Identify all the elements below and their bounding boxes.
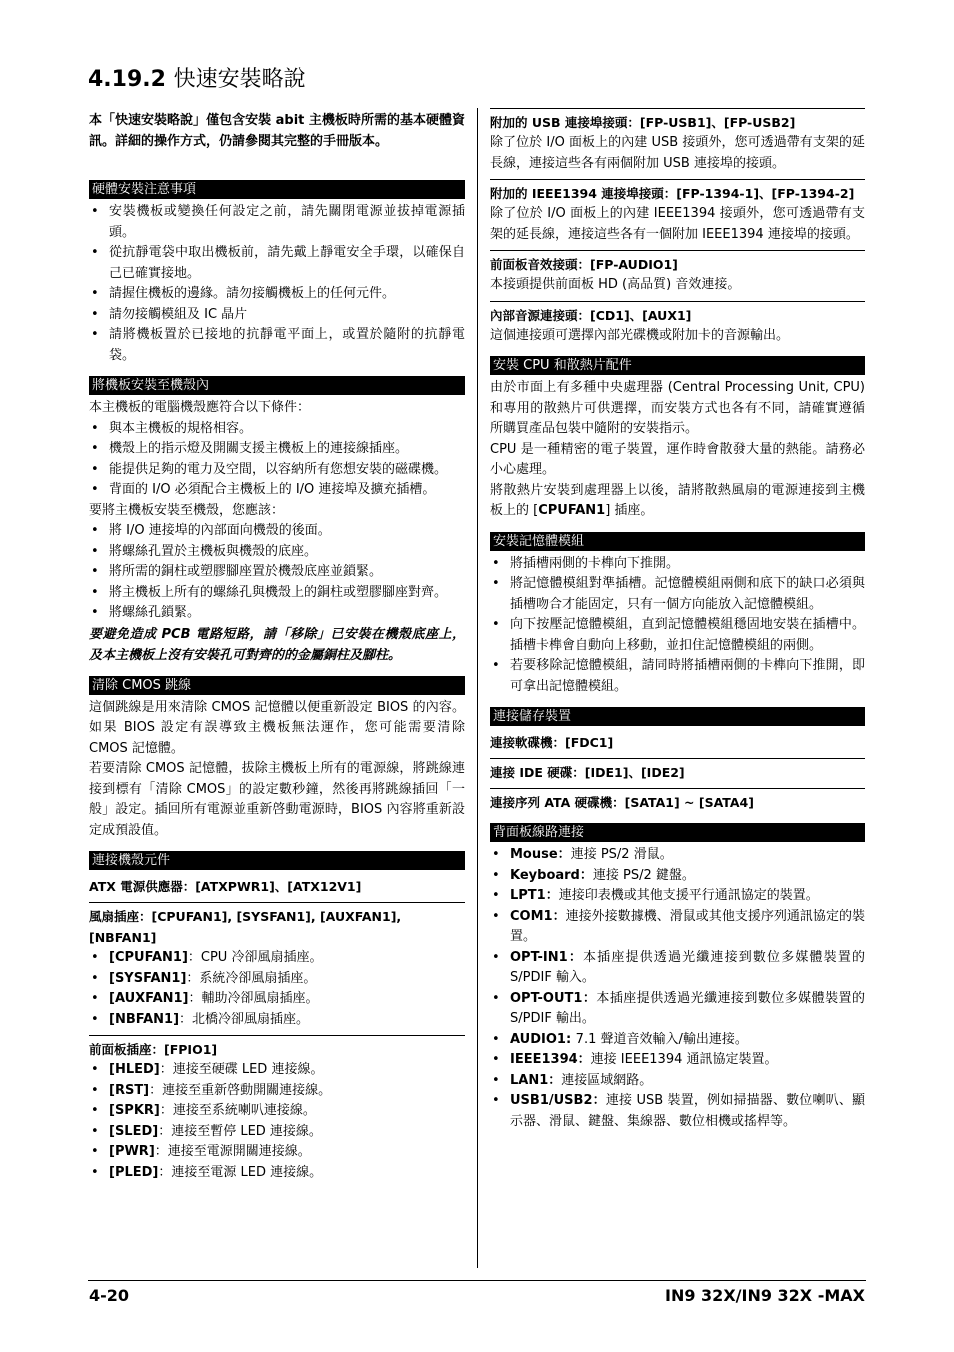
atx-title: ATX 電源供應器：[ATXPWR1]、[ATX12V1]	[89, 879, 362, 894]
page-title	[88, 62, 306, 93]
audio-title: 前面板音效接頭：[FP-AUDIO1]	[490, 250, 865, 275]
section-header-hardware: 硬體安裝注意事項	[89, 180, 465, 199]
list-item: • [RST]：連接至重新啓動開關連接線。	[89, 1081, 465, 1102]
cd-text: 這個連接頭可選擇內部光碟機或附加卡的音源輸出。	[490, 327, 790, 343]
cpu-paragraph-2: CPU 是一種精密的電子裝置，運作時會散發大量的熱能。請務必小心處理。	[490, 441, 865, 477]
cpu-paragraph-3: 將散熱片安裝到處理器上以後，請將散熱風扇的電源連接到主機板上的 [CPUFAN1] 插座。	[490, 482, 865, 518]
fan-list	[89, 948, 465, 1030]
ieee-text: 除了位於 I/O 面板上的內建 IEEE1394 接頭外，您可透過帶有支架的延長線，連接這些各有一個附加 IEEE1394 連接埠的接頭。	[490, 206, 865, 242]
list-item: • 向下按壓記憶體模組，直到記憶體模組穩固地安裝在插槽中。插槽卡榫會自動向上移動，並扣住記憶體模組的兩側。	[490, 615, 865, 656]
list-item: • LPT1：連接印表機或其他支援平行通訊協定的裝置。	[490, 886, 865, 907]
case-warning: 要避免造成 PCB 電路短路，請「移除」已安裝在機殼底座上，及本主機板上沒有安裝孔可對齊的的金屬銅柱及腳柱。	[89, 626, 465, 663]
list-item: • 能提供足夠的電力及空間，以容納所有您想安裝的磁碟機。	[89, 460, 465, 481]
fan-title: 風扇插座：[CPUFAN1], [SYSFAN1], [AUXFAN1], [NBFAN1]	[89, 902, 465, 948]
list-item: • 將插槽兩側的卡榫向下推開。	[490, 554, 865, 575]
cd-title: 內部音源連接頭：[CD1]、[AUX1]	[490, 301, 865, 326]
section-header-backpanel: 背面板線路連接	[490, 823, 865, 842]
list-item: • IEEE1394：連接 IEEE1394 通訊協定裝置。	[490, 1050, 865, 1071]
list-item: • 將螺絲孔置於主機板與機殼的底座。	[89, 542, 465, 563]
cmos-paragraph-1: 這個跳線是用來清除 CMOS 記憶體以便重新設定 BIOS 的內容。如果 BIOS 設定有誤導致主機板無法運作，您可能需要清除 CMOS 記憶體。	[89, 699, 465, 756]
list-item: • [PLED]：連接至電源 LED 連接線。	[89, 1163, 465, 1184]
list-item: • [HLED]：連接至硬碟 LED 連接線。	[89, 1060, 465, 1081]
list-item: • 請將機板置於已接地的抗靜電平面上，或置於隨附的抗靜電袋。	[89, 325, 465, 366]
sata-title: 連接序列 ATA 硬碟機：[SATA1] ~ [SATA4]	[490, 788, 865, 813]
list-item: • [AUXFAN1]：輔助冷卻風扇插座。	[89, 989, 465, 1010]
ide-title: 連接 IDE 硬碟：[IDE1]、[IDE2]	[490, 758, 865, 783]
model-name: IN9 32X/IN9 32X -MAX	[665, 1286, 865, 1305]
fdc-title: 連接軟碟機：[FDC1]	[490, 735, 614, 750]
right-column	[490, 108, 865, 1132]
section-header-cpu: 安裝 CPU 和散熱片配件	[490, 356, 865, 375]
list-item: • 將 I/O 連接埠的內部面向機殼的後面。	[89, 521, 465, 542]
intro-paragraph: 本「快速安裝略說」僅包含安裝 abit 主機板時所需的基本硬體資訊。詳細的操作方式，仍請參閱其完整的手冊版本。	[89, 113, 465, 149]
list-item: • [SPKR]：連接至系統喇叭連接線。	[89, 1101, 465, 1122]
list-item: • 請勿接觸模組及 IC 晶片	[89, 305, 465, 326]
cpu-paragraph-1: 由於市面上有多種中央處理器 (Central Processing Unit, CPU) 和專用的散熱片可供選擇，而安裝方式也各有不同，請確實遵循所購買產品包裝中隨附的安裝指示。	[490, 380, 865, 436]
section-number: 4.19.2	[88, 67, 166, 92]
list-item: • OPT-OUT1：本插座提供透過光纖連接到數位多媒體裝置的 S/PDIF 輸出。	[490, 989, 865, 1030]
usb-title: 附加的 USB 連接埠接頭：[FP-USB1]、[FP-USB2]	[490, 108, 865, 133]
list-item: • 將記憶體模組對準插槽。記憶體模組兩側和底下的缺口必須與插槽吻合才能固定，只有一個方向能放入記憶體模組。	[490, 574, 865, 615]
section-header-connect: 連接機殼元件	[89, 851, 465, 870]
list-item: • 背面的 I/O 必須配合主機板上的 I/O 連接埠及擴充插槽。	[89, 480, 465, 501]
section-header-memory: 安裝記憶體模組	[490, 532, 865, 551]
list-item: • COM1：連接外接數據機、滑鼠或其他支援序列通訊協定的裝置。	[490, 907, 865, 948]
list-item: • [NBFAN1]：北橋冷卻風扇插座。	[89, 1010, 465, 1031]
section-header-cmos: 清除 CMOS 跳線	[89, 676, 465, 695]
list-item: • 將主機板上所有的螺絲孔與機殼上的銅柱或塑膠腳座對齊。	[89, 583, 465, 604]
case-list-2	[89, 521, 465, 624]
section-header-storage: 連接儲存裝置	[490, 707, 865, 726]
audio-text: 本接頭提供前面板 HD (高品質) 音效連接。	[490, 277, 741, 292]
list-item: • 與本主機板的規格相容。	[89, 419, 465, 440]
section-header-case: 將機板安裝至機殼內	[89, 376, 465, 395]
list-item: • 將螺絲孔鎖緊。	[89, 603, 465, 624]
left-column	[89, 108, 465, 1183]
list-item: • 機殼上的指示燈及開關支援主機板上的連接線插座。	[89, 439, 465, 460]
list-item: • [PWR]：連接至電源開關連接線。	[89, 1142, 465, 1163]
column-divider	[477, 108, 478, 1268]
case-list	[89, 419, 465, 501]
list-item: • [SYSFAN1]：系統冷卻風扇插座。	[89, 969, 465, 990]
backpanel-list	[490, 845, 865, 1132]
usb-text: 除了位於 I/O 面板上的內建 USB 接頭外，您可透過帶有支架的延長線，連接這些各有兩個附加 USB 連接埠的接頭。	[490, 135, 865, 171]
list-item: • USB1/USB2：連接 USB 裝置，例如掃描器、數位喇叭、顯示器、滑鼠、鍵盤、集線器、數位相機或搖桿等。	[490, 1091, 865, 1132]
case-intro: 本主機板的電腦機殼應符合以下條件：	[89, 400, 311, 415]
list-item: • AUDIO1: 7.1 聲道音效輸入/輸出連接。	[490, 1030, 865, 1051]
hardware-list	[89, 202, 465, 366]
fpio-list	[89, 1060, 465, 1183]
section-title: 快速安裝略說	[173, 67, 306, 92]
footer-rule	[88, 1280, 866, 1281]
list-item: • OPT-IN1：本插座提供透過光纖連接到數位多媒體裝置的 S/PDIF 輸入。	[490, 948, 865, 989]
memory-list	[490, 554, 865, 698]
case-intro-2: 要將主機板安裝至機殼，您應該：	[89, 502, 285, 518]
ieee-title: 附加的 IEEE1394 連接埠接頭：[FP-1394-1]、[FP-1394-2]	[490, 179, 865, 204]
list-item: • 安裝機板或變換任何設定之前，請先關閉電源並拔掉電源插頭。	[89, 202, 465, 243]
list-item: • 請握住機板的邊緣。請勿接觸機板上的任何元件。	[89, 284, 465, 305]
fpio-title: 前面板插座：[FPIO1]	[89, 1035, 465, 1060]
list-item: • [SLED]：連接至暫停 LED 連接線。	[89, 1122, 465, 1143]
list-item: • 將所需的銅柱或塑膠腳座置於機殼底座並鎖緊。	[89, 562, 465, 583]
page-number: 4-20	[89, 1286, 130, 1305]
list-item: • 從抗靜電袋中取出機板前，請先戴上靜電安全手環，以確保自己已確實接地。	[89, 243, 465, 284]
list-item: • Mouse：連接 PS/2 滑鼠。	[490, 845, 865, 866]
list-item: • LAN1：連接區域網路。	[490, 1071, 865, 1092]
list-item: • 若要移除記憶體模組，請同時將插槽兩側的卡榫向下推開，即可拿出記憶體模組。	[490, 656, 865, 697]
list-item: • [CPUFAN1]：CPU 冷卻風扇插座。	[89, 948, 465, 969]
cmos-paragraph-2: 若要清除 CMOS 記憶體，拔除主機板上所有的電源線，將跳線連接到標有「清除 CMOS」的設定數秒鐘，然後再將跳線插回「一般」設定。插回所有電源並重新啓動電源時，BIOS 內容將重新設定成預設值。	[89, 761, 465, 838]
list-item: • Keyboard：連接 PS/2 鍵盤。	[490, 866, 865, 887]
